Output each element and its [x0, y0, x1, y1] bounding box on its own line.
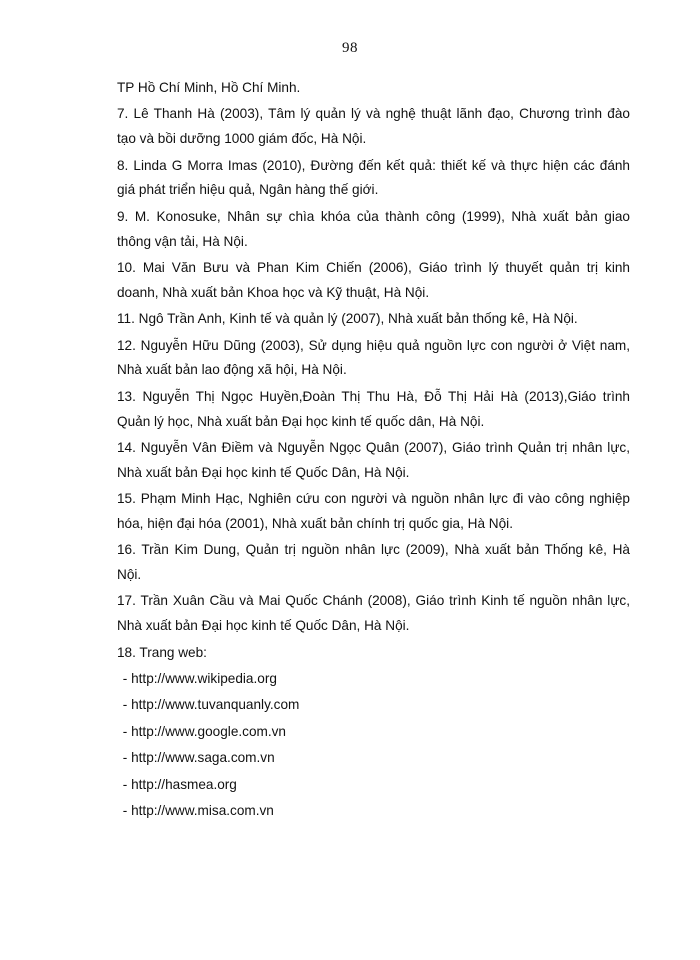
reference-item	[117, 487, 630, 537]
reference-item	[117, 102, 630, 152]
reference-list	[117, 76, 630, 824]
reference-line: doanh, Nhà xuất bản Khoa học và Kỹ thuật, Hà Nội.	[117, 284, 430, 300]
website-link[interactable]: - http://www.wikipedia.org	[119, 671, 277, 687]
reference-line: Quản lý học, Nhà xuất bản Đại học kinh tế quốc dân, Hà Nội.	[117, 413, 485, 429]
reference-line: hóa, hiện đại hóa (2001), Nhà xuất bản chính trị quốc gia, Hà Nội.	[117, 515, 513, 531]
reference-item	[117, 154, 630, 204]
reference-item	[117, 256, 630, 306]
reference-line: Nhà xuất bản Đại học kinh tế Quốc Dân, Hà Nội.	[117, 618, 410, 634]
reference-line: 10. Mai Văn Bưu và Phan Kim Chiến (2006), Giáo trình lý thuyết quản trị kinh	[117, 259, 630, 275]
reference-line: 16. Trần Kim Dung, Quản trị nguồn nhân lực (2009), Nhà xuất bản Thống kê, Hà	[117, 542, 630, 558]
reference-item	[117, 385, 630, 435]
reference-item	[117, 538, 630, 588]
reference-item	[117, 334, 630, 384]
reference-line: giá phát triển hiệu quả, Ngân hàng thế giới.	[117, 182, 379, 198]
reference-line: 11. Ngô Trần Anh, Kinh tế và quản lý (2007), Nhà xuất bản thống kê, Hà Nội.	[117, 311, 578, 327]
page-number: 98	[342, 40, 358, 56]
website-link[interactable]: - http://www.misa.com.vn	[119, 803, 274, 818]
reference-line: TP Hồ Chí Minh, Hồ Chí Minh.	[117, 80, 301, 95]
reference-item	[117, 76, 630, 101]
reference-item	[117, 589, 630, 639]
reference-line: 18. Trang web:	[117, 644, 207, 660]
website-link[interactable]: - http://hasmea.org	[119, 776, 237, 792]
website-link[interactable]: - http://www.google.com.vn	[119, 723, 286, 739]
reference-line: 9. M. Konosuke, Nhân sự chìa khóa của thành công (1999), Nhà xuất bản giao	[117, 208, 630, 224]
reference-line: 12. Nguyễn Hữu Dũng (2003), Sử dụng hiệu quả nguồn lực con người ở Việt nam,	[117, 337, 630, 353]
reference-line: 17. Trần Xuân Cầu và Mai Quốc Chánh (2008), Giáo trình Kinh tế nguồn nhân lực,	[117, 593, 630, 609]
reference-line: Nhà xuất bản lao động xã hội, Hà Nội.	[117, 362, 347, 378]
reference-line: 8. Linda G Morra Imas (2010), Đường đến kết quả: thiết kế và thực hiện các đánh	[117, 157, 630, 173]
reference-line: 14. Nguyễn Vân Điềm và Nguyễn Ngọc Quân (2007), Giáo trình Quản trị nhân lực,	[117, 439, 630, 455]
reference-line: 7. Lê Thanh Hà (2003), Tâm lý quản lý và nghệ thuật lãnh đạo, Chương trình đào	[117, 106, 630, 122]
reference-line: 15. Phạm Minh Hạc, Nghiên cứu con người và nguồn nhân lực đi vào công nghiệp	[117, 491, 630, 507]
website-link[interactable]: - http://www.saga.com.vn	[119, 750, 275, 766]
reference-line: thông vận tải, Hà Nội.	[117, 233, 248, 249]
reference-item	[117, 641, 630, 666]
reference-item	[117, 307, 630, 332]
reference-line: Nội.	[117, 567, 142, 583]
reference-line: 13. Nguyễn Thị Ngọc Huyền,Đoàn Thị Thu Hà, Đỗ Thị Hải Hà (2013),Giáo trình	[117, 388, 630, 404]
reference-item	[117, 205, 630, 255]
reference-item	[117, 436, 630, 486]
reference-line: tạo và bồi dưỡng 1000 giám đốc, Hà Nội.	[117, 131, 367, 147]
reference-line: Nhà xuất bản Đại học kinh tế Quốc Dân, Hà Nội.	[117, 464, 410, 480]
website-link[interactable]: - http://www.tuvanquanly.com	[119, 697, 300, 713]
